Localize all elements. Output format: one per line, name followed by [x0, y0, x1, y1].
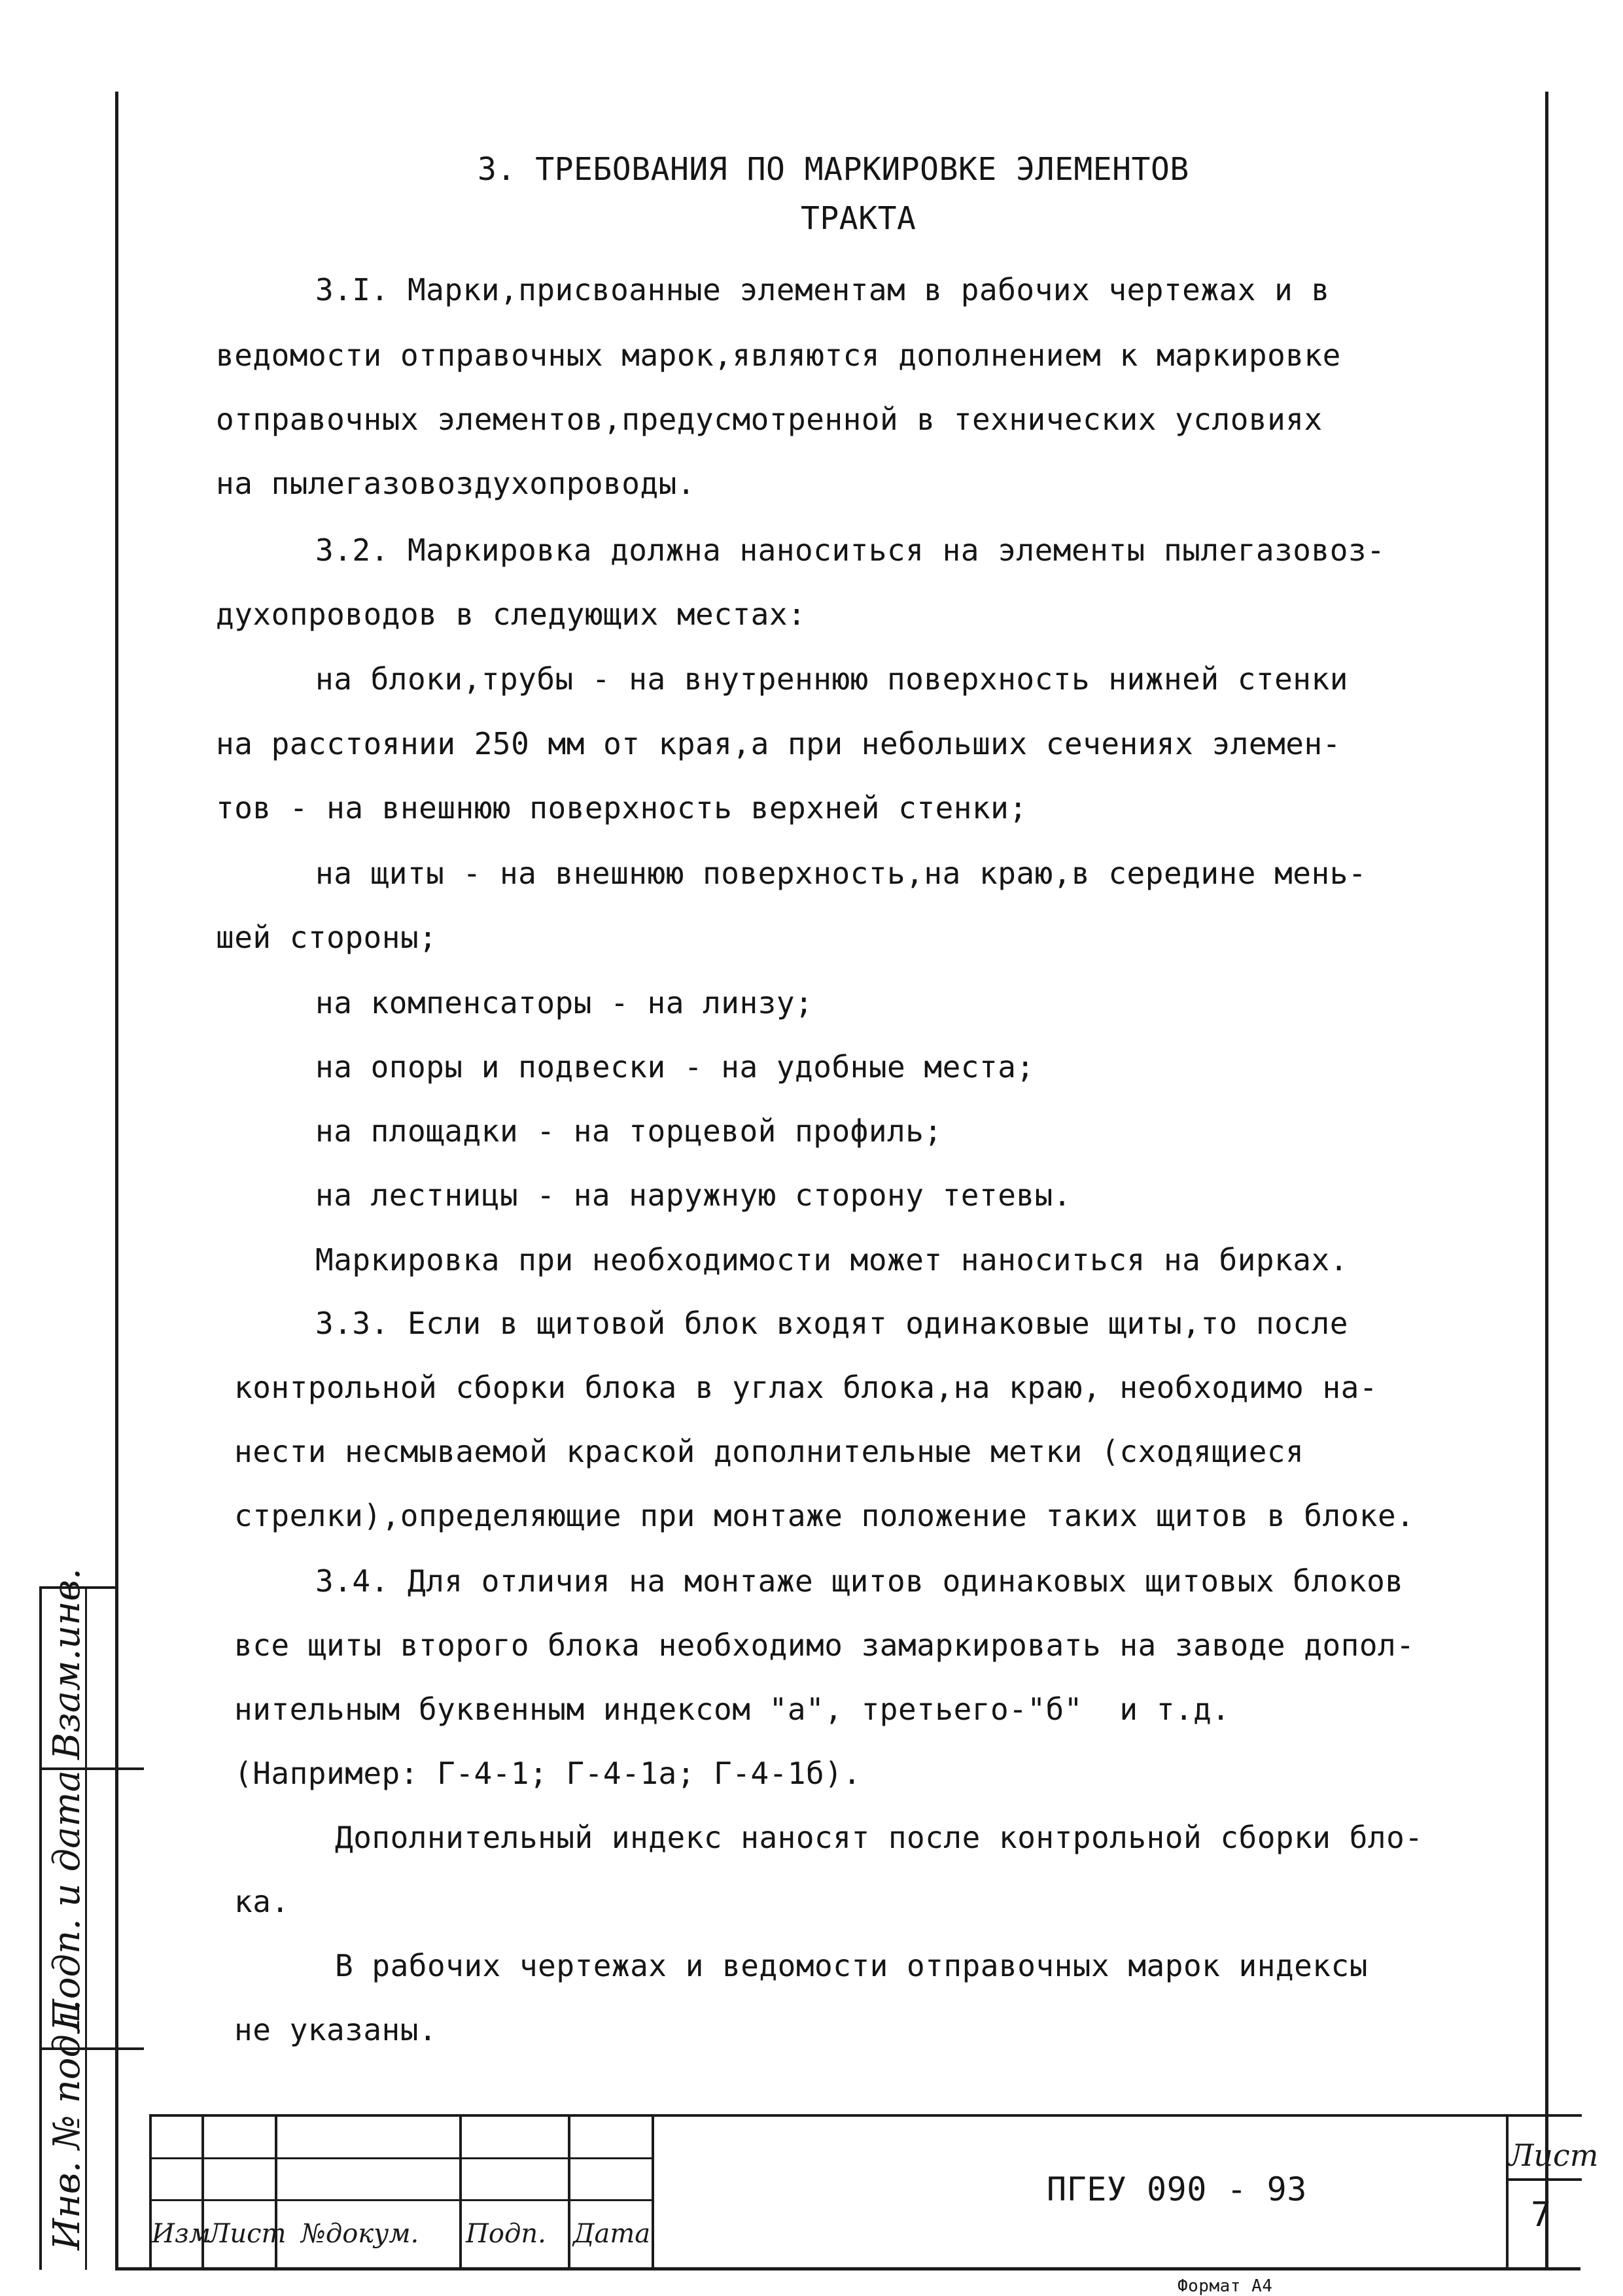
- frame-right-line: [1545, 92, 1548, 2270]
- body-line: на щиты - на внешнюю поверхность,на краю,в середине мень-: [315, 856, 1367, 891]
- body-line: все щиты второго блока необходимо замаркировать на заводе допол-: [234, 1627, 1415, 1663]
- side-stamp-label-sign-date: Подп. и дата: [46, 1770, 88, 2031]
- body-line: на пылегазовоздухопроводы.: [216, 466, 696, 501]
- body-line: В рабочих чертежах и ведомости отправочных марок индексы: [335, 1948, 1368, 1983]
- body-line: 3.I. Марки,присвоанные элементам в рабочих чертежах и в: [315, 272, 1330, 307]
- body-line: нительным буквенным индексом "а", третьего-"б" и т.д.: [234, 1692, 1230, 1727]
- frame-bottom-line: [115, 2267, 1580, 2270]
- body-line: ведомости отправочных марок,являются дополнением к маркировке: [216, 338, 1341, 373]
- body-line: Дополнительный индекс наносят после контрольной сборки бло-: [335, 1820, 1423, 1855]
- title-block-row-line: [149, 2157, 653, 2159]
- sheet-number: 7: [1531, 2195, 1552, 2235]
- body-line: на расстоянии 250 мм от края,а при небольших сечениях элемен-: [216, 726, 1341, 761]
- body-line: на лестницы - на наружную сторону тетевы.: [315, 1177, 1072, 1213]
- frame-left-line: [115, 92, 118, 2270]
- title-block-col-line: [568, 2114, 570, 2270]
- title-block-top-line: [149, 2114, 1582, 2117]
- body-line: на компенсаторы - на линзу;: [315, 985, 814, 1020]
- body-line: 3.4. Для отличия на монтаже щитов одинаковых щитовых блоков: [315, 1563, 1404, 1599]
- document-code: ПГЕУ 090 - 93: [1047, 2170, 1307, 2208]
- title-block-col-doc-no: №докум.: [301, 2219, 419, 2249]
- side-stamp-label-inv-no: Инв. № подл.: [46, 1999, 88, 2250]
- body-line: нести несмываемой краской дополнительные метки (сходящиеся: [234, 1434, 1304, 1469]
- title-block-col-line: [459, 2114, 462, 2270]
- body-line: на опоры и подвески - на удобные места;: [315, 1049, 1035, 1085]
- body-line: 3.2. Маркировка должна наноситься на элементы пылегазовоз-: [315, 532, 1386, 568]
- body-line: на блоки,трубы - на внутреннюю поверхность нижней стенки: [315, 661, 1348, 697]
- body-line: шей стороны;: [216, 920, 438, 955]
- title-block-col-sign: Подп.: [466, 2219, 546, 2249]
- body-line: на площадки - на торцевой профиль;: [315, 1113, 943, 1149]
- body-line: контрольной сборки блока в углах блока,на краю, необходимо на-: [234, 1370, 1378, 1405]
- body-line: 3.3. Если в щитовой блок входят одинаковые щиты,то после: [315, 1306, 1348, 1341]
- title-block-col-list: Лист: [208, 2219, 287, 2249]
- heading-line-2: ТРАКТА: [801, 200, 916, 237]
- body-line: духопроводов в следующих местах:: [216, 597, 807, 632]
- format-label: Формат А4: [1178, 2276, 1273, 2296]
- sheet-label: Лист: [1509, 2138, 1599, 2173]
- title-block-row-line: [149, 2199, 653, 2201]
- side-stamp-outer-line: [39, 1586, 42, 2270]
- body-line: стрелки),определяющие при монтаже положение таких щитов в блоке.: [234, 1498, 1415, 1533]
- heading-line-1: 3. ТРЕБОВАНИЯ ПО МАРКИРОВКЕ ЭЛЕМЕНТОВ: [478, 151, 1189, 188]
- body-line: не указаны.: [234, 2012, 438, 2047]
- body-line: ка.: [234, 1884, 290, 1919]
- body-line: Маркировка при необходимости может наноситься на бирках.: [315, 1242, 1348, 1278]
- title-block-row-line: [1506, 2178, 1582, 2181]
- side-stamp-label-replace-inv: Взам.инв.: [46, 1568, 88, 1760]
- title-block-col-izm: Изм: [152, 2219, 211, 2249]
- body-line: отправочных элементов,предусмотренной в технических условиях: [216, 402, 1323, 437]
- body-line: тов - на внешнюю поверхность верхней стенки;: [216, 790, 1028, 826]
- body-line: (Например: Г-4-1; Г-4-1а; Г-4-1б).: [234, 1756, 862, 1791]
- title-block-col-date: Дата: [573, 2219, 651, 2249]
- title-block-col-line: [652, 2114, 654, 2270]
